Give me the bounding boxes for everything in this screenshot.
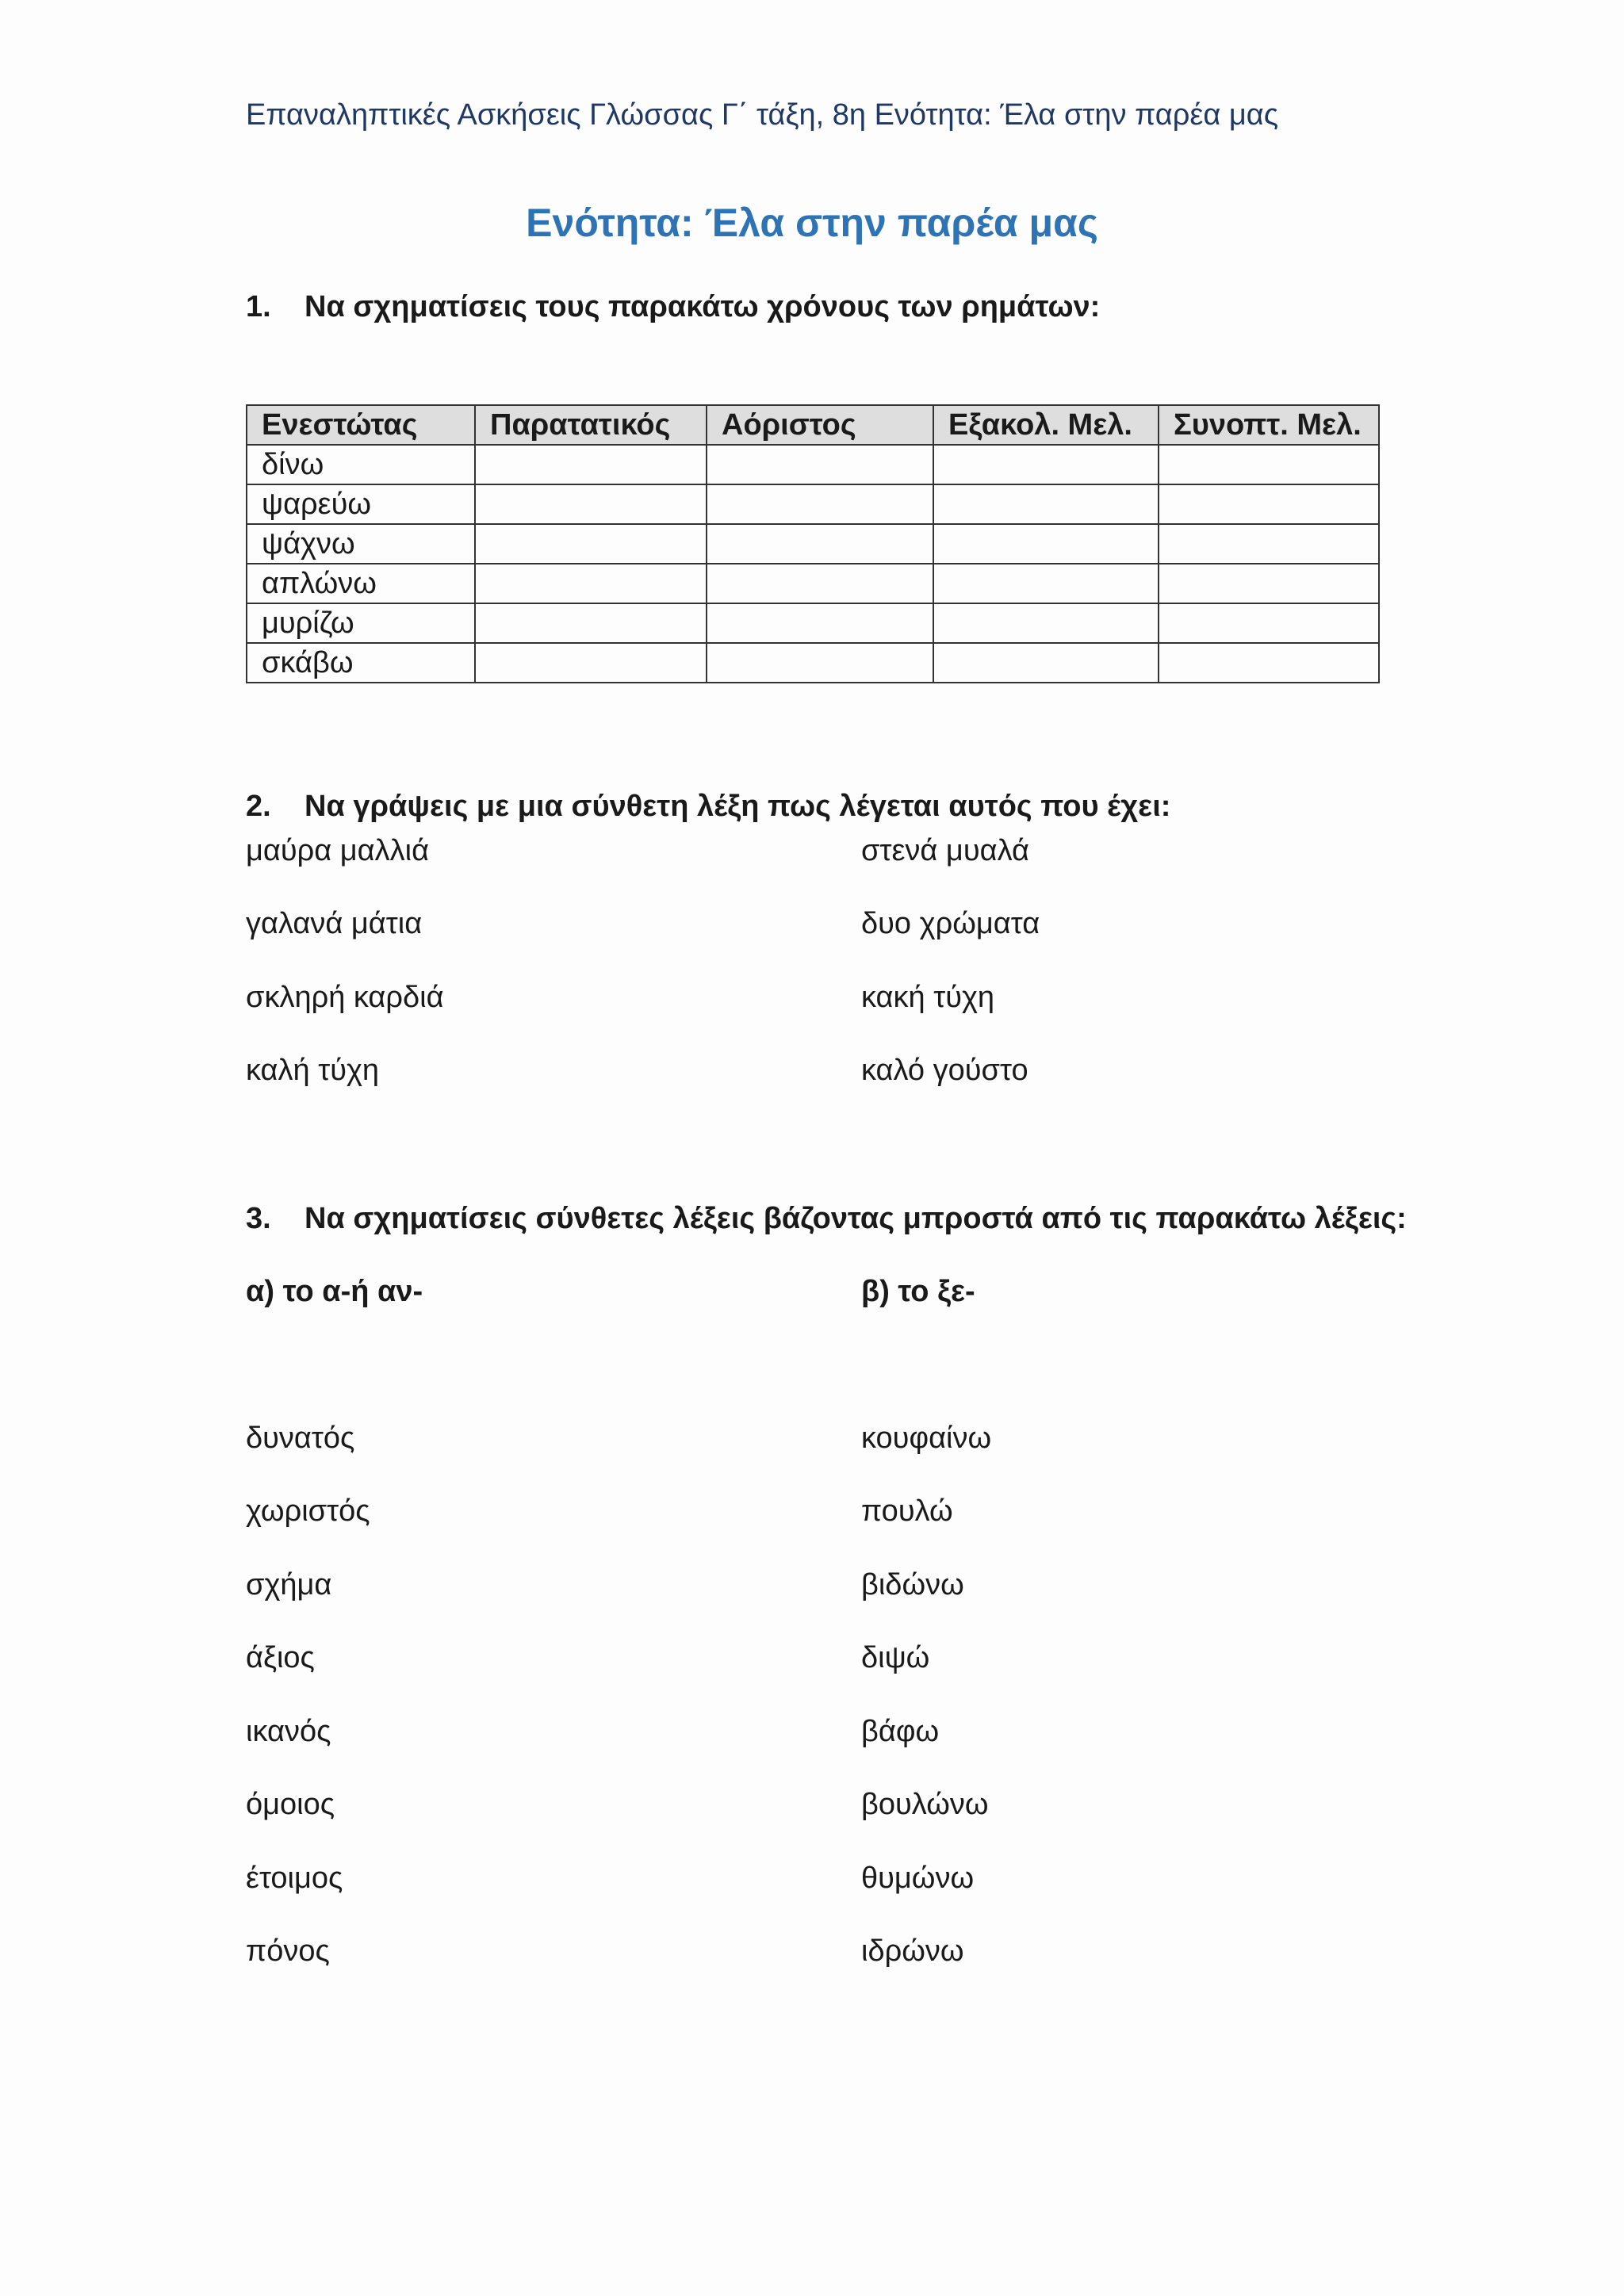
word-item: ικανός [246,1715,331,1748]
word-item: όμοιος [246,1788,335,1821]
question-text: Να γράψεις με μια σύνθετη λέξη πως λέγεται αυτός που έχει: [304,790,1171,823]
answer-cell[interactable] [1159,484,1379,524]
word-item: κουφαίνω [861,1422,992,1455]
question-text: Να σχηματίσεις σύνθετες λέξεις βάζοντας μπροστά από τις παρακάτω λέξεις: [304,1202,1407,1235]
answer-cell[interactable] [933,603,1159,643]
phrase-item: σκληρή καρδιά [246,981,444,1014]
word-item: θυμώνω [861,1862,975,1895]
word-item: έτοιμος [246,1862,343,1895]
answer-cell[interactable] [933,524,1159,564]
column-header: Αόριστος [707,405,933,445]
phrase-item: καλή τύχη [246,1054,380,1087]
phrase-item: μαύρα μαλλιά [246,834,430,867]
question-number: 3. [246,1202,271,1235]
verb-tenses-table [246,404,1380,683]
verb-cell: ψαρεύω [247,484,475,524]
phrase-item: κακή τύχη [861,981,995,1014]
answer-cell[interactable] [707,445,933,484]
verb-cell: απλώνω [247,564,475,603]
word-item: σχήμα [246,1568,332,1601]
word-item: άξιος [246,1641,315,1674]
answer-cell[interactable] [933,564,1159,603]
answer-cell[interactable] [707,564,933,603]
answer-cell[interactable] [1159,524,1379,564]
table-row [247,445,1379,484]
question-number: 1. [246,290,271,323]
word-item: δυνατός [246,1422,355,1455]
answer-cell[interactable] [475,445,707,484]
word-item: βουλώνω [861,1788,989,1821]
question-2 [246,790,1170,824]
table-row [247,603,1379,643]
question-3 [246,1202,1407,1236]
word-item: πόνος [246,1934,330,1968]
column-header: Ενεστώτας [247,405,475,445]
answer-cell[interactable] [707,524,933,564]
phrase-item: καλό γούστο [861,1054,1028,1087]
word-item: πουλώ [861,1494,953,1528]
verb-cell: ψάχνω [247,524,475,564]
word-item: βιδώνω [861,1568,964,1601]
question-1 [246,290,1100,324]
word-item: χωριστός [246,1494,370,1528]
answer-cell[interactable] [1159,643,1379,683]
column-header: Παρατατικός [475,405,707,445]
answer-cell[interactable] [1159,603,1379,643]
verb-cell: μυρίζω [247,603,475,643]
page-title: Ενότητα: Έλα στην παρέα μας [526,201,1098,245]
answer-cell[interactable] [475,603,707,643]
phrase-item: γαλανά μάτια [246,907,423,940]
verb-cell: δίνω [247,445,475,484]
question-text: Να σχηματίσεις τους παρακάτω χρόνους των ρημάτων: [304,290,1101,323]
answer-cell[interactable] [707,603,933,643]
answer-cell[interactable] [475,484,707,524]
answer-cell[interactable] [933,643,1159,683]
answer-cell[interactable] [933,445,1159,484]
word-item: βάφω [861,1715,940,1748]
prefix-heading-a: α) το α-ή αν- [246,1275,423,1308]
prefix-heading-b: β) το ξε- [861,1275,975,1308]
table-row [247,524,1379,564]
answer-cell[interactable] [1159,564,1379,603]
column-header: Εξακολ. Μελ. [933,405,1159,445]
answer-cell[interactable] [475,643,707,683]
question-number: 2. [246,790,271,823]
answer-cell[interactable] [933,484,1159,524]
phrase-item: δυο χρώματα [861,907,1040,940]
table-header-row [247,405,1379,445]
table-row [247,564,1379,603]
word-item: διψώ [861,1641,930,1674]
column-header: Συνοπτ. Μελ. [1159,405,1379,445]
verb-cell: σκάβω [247,643,475,683]
answer-cell[interactable] [707,484,933,524]
table-row [247,484,1379,524]
phrase-item: στενά μυαλά [861,834,1029,867]
answer-cell[interactable] [475,564,707,603]
word-item: ιδρώνω [861,1934,964,1968]
answer-cell[interactable] [1159,445,1379,484]
answer-cell[interactable] [475,524,707,564]
answer-cell[interactable] [707,643,933,683]
running-header: Επαναληπτικές Ασκήσεις Γλώσσας Γ΄ τάξη, 8η Ενότητα: Έλα στην παρέα μας [246,98,1279,132]
table-row [247,643,1379,683]
